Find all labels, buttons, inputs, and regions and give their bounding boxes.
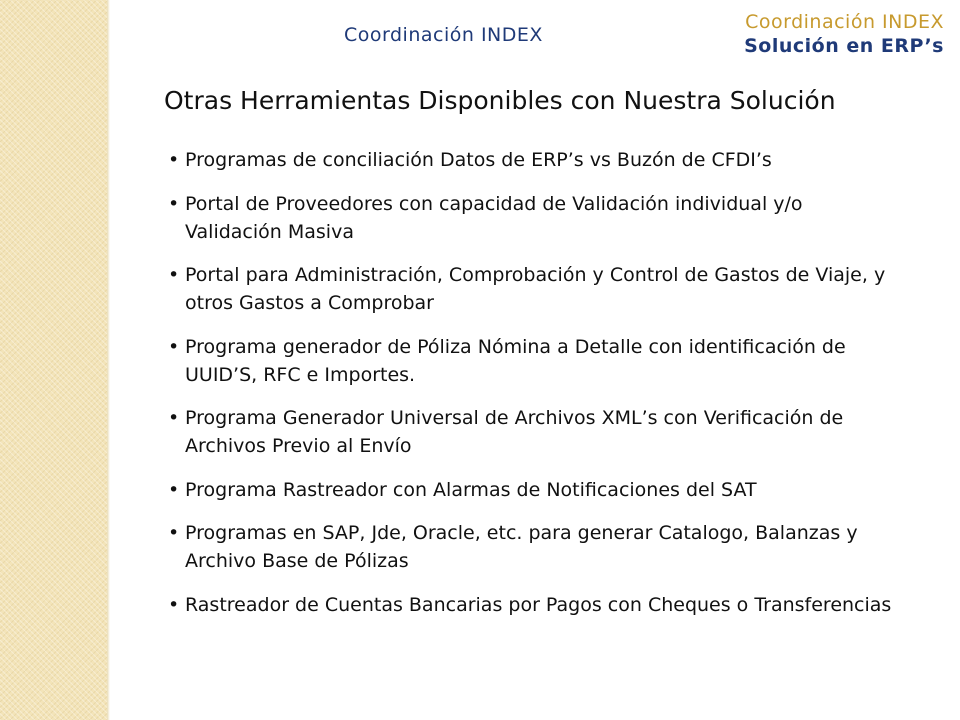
bullet-text: Programa Generador Universal de Archivos XML’s con Verificación de Archivos Previo al Envío	[185, 407, 844, 457]
decorative-side-band	[0, 0, 107, 720]
bullet-list	[162, 146, 902, 634]
bullet-dot: •	[168, 264, 180, 286]
header-subtitle: Solución en ERP’s	[744, 35, 944, 57]
bullet-item	[162, 591, 902, 619]
side-band-edge	[107, 0, 110, 720]
bullet-item	[162, 333, 902, 389]
bullet-text: Programas de conciliación Datos de ERP’s vs Buzón de CFDI’s	[185, 149, 772, 171]
bullet-item	[162, 261, 902, 317]
bullet-text: Programas en SAP, Jde, Oracle, etc. para generar Catalogo, Balanzas y Archivo Base de Pólizas	[185, 522, 858, 572]
bullet-dot: •	[168, 192, 180, 215]
bullet-dot: •	[168, 335, 180, 358]
bullet-item	[162, 404, 902, 460]
bullet-dot: •	[168, 522, 180, 544]
bullet-text: Portal para Administración, Comprobación y Control de Gastos de Viaje, y otros Gastos a Comprobar	[185, 264, 886, 314]
bullet-item	[162, 519, 902, 575]
bullet-dot: •	[168, 407, 180, 429]
bullet-item	[162, 190, 902, 246]
bullet-item	[162, 146, 902, 174]
slide-title: Otras Herramientas Disponibles con Nuestra Solución	[164, 86, 836, 115]
bullet-dot: •	[168, 478, 180, 501]
bullet-text: Rastreador de Cuentas Bancarias por Pagos con Cheques o Transferencias	[185, 593, 892, 616]
header-brand-block	[744, 10, 944, 58]
bullet-text: Programa generador de Póliza Nómina a Detalle con identificación de UUID’S, RFC e Importes.	[185, 335, 846, 386]
header-center-title: Coordinación INDEX	[344, 24, 543, 46]
bullet-text: Portal de Proveedores con capacidad de Validación individual y/o Validación Masiva	[185, 192, 803, 243]
bullet-text: Programa Rastreador con Alarmas de Notificaciones del SAT	[185, 478, 757, 501]
bullet-item	[162, 476, 902, 504]
header-brand: Coordinación INDEX	[745, 11, 944, 33]
bullet-dot: •	[168, 149, 180, 171]
bullet-dot: •	[168, 593, 180, 616]
